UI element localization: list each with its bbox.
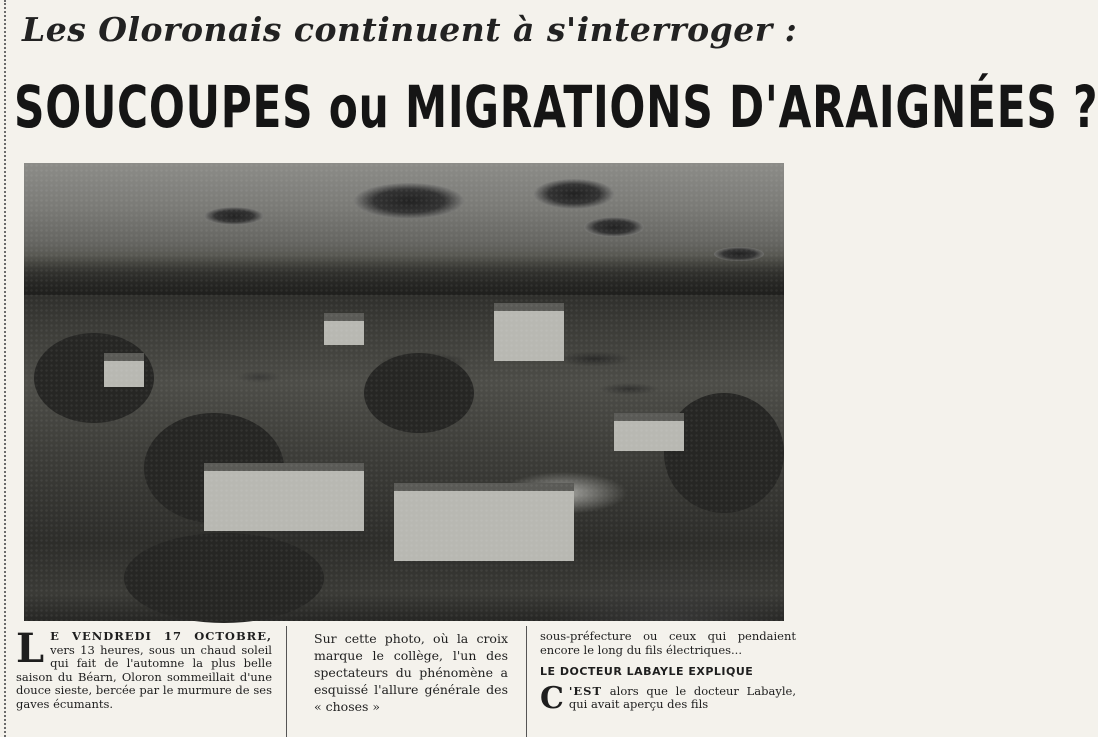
column-rule (286, 626, 287, 737)
drop-cap: C (540, 680, 564, 716)
body-text: vers 13 heures, sous un chaud soleil qui fait de l'automne la plus belle saison du Béarn, Oloron sommeillait d'une douce sieste, bercée par le murmure de ses gaves écumants. (16, 642, 272, 711)
article-column-1 (16, 625, 272, 737)
article-column-2 (300, 630, 508, 737)
photo-caption: Sur cette photo, où la croix marque le collège, l'un des spectateurs du phénomène a esquissé l'allure générale des « choses » (314, 631, 508, 714)
article-headline: SOUCOUPES ou MIGRATIONS D'ARAIGNÉES ? (14, 73, 1098, 141)
column-rule-left (4, 0, 6, 737)
article-column-3 (540, 630, 796, 737)
drop-cap: L (16, 625, 45, 672)
column-rule (526, 626, 527, 737)
article-kicker: Les Oloronais continuent à s'interroger : (22, 10, 798, 49)
lead-in-text: E VENDREDI 17 OCTOBRE, (50, 629, 272, 643)
article-photo (24, 163, 784, 621)
photo-halftone (24, 163, 784, 621)
body-text: sous-préfecture ou ceux qui pendaient encore le long du fils électriques... (540, 629, 796, 657)
body-text: alors que le docteur Labayle, qui avait aperçu des fils (568, 683, 796, 711)
lead-in-text: 'EST (568, 683, 603, 698)
section-subhead: LE DOCTEUR LABAYLE EXPLIQUE (540, 665, 754, 678)
